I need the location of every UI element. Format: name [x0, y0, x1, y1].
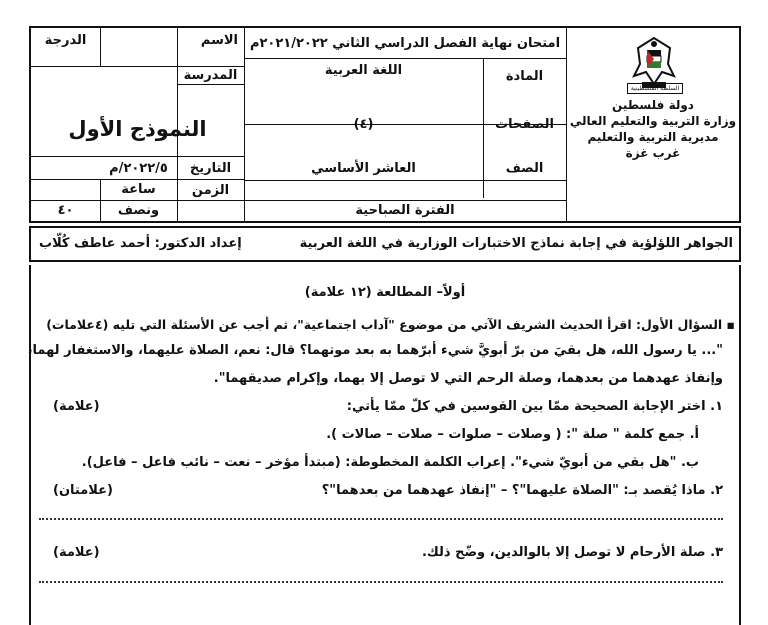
date-value: ٢٠٢٢/٥/م [109, 160, 168, 176]
time-value-line1: ساعة [121, 181, 156, 197]
question-1-intro: ▪ السؤال الأول: اقرأ الحديث الشريف الآتي من موضوع "آداب اجتماعية"، ثم أجب عن الأسئلة التي تليه (٤علامات) [46, 317, 735, 332]
exam-header-table [29, 26, 741, 223]
question-1-item-2: ٢. ماذا يُقصد بـ: "الصلاة عليهما"؟ – "إنفاذ عهدهما من بعدهما"؟ [321, 483, 723, 498]
pages-label: الصفحات [495, 116, 554, 132]
authority-line: دولة فلسطين [612, 98, 694, 112]
period-value: الفترة الصباحية [355, 203, 455, 218]
palestinian-emblem-icon [630, 34, 678, 90]
time-label: الزمن [191, 182, 230, 198]
mark-label: (علامتان) [53, 483, 113, 498]
subject-label: المادة [505, 68, 544, 84]
section-title: أولاً– المطالعة (١٢ علامة) [304, 285, 466, 300]
question-1-item-1b: ب. "هل بقي من أبويّ شيء". إعراب الكلمة المخطوطة: (مبتدأ مؤخر – نعت – نائب فاعل – فاعل). [81, 455, 699, 470]
pages-value: (٤) [353, 116, 374, 132]
class-label: الصف [505, 160, 544, 176]
mark-label: (علامة) [53, 399, 100, 414]
title-banner [29, 226, 741, 262]
authority-line: وزارة التربية والتعليم العالي [569, 114, 737, 128]
hadith-line-2: وإنفاذ عهدهما من بعدهما، وصلة الرحم التي لا توصل إلا بهما، وإكرام صديقهما". [213, 371, 723, 386]
divider [100, 28, 101, 66]
question-1-item-1: ١. اختر الإجابة الصحيحة ممّا بين القوسين في كلّ ممّا يأتي: [346, 399, 723, 414]
banner-author: إعداد الدكتور: أحمد عاطف كُلّاب [39, 236, 242, 251]
subject-value: اللغة العربية [324, 62, 403, 78]
authority-block [567, 28, 739, 221]
logo-caption: السلطة الفلسطينية [627, 83, 683, 94]
time-value-line2: ونصف [117, 203, 160, 218]
answer-line[interactable] [39, 581, 723, 583]
grade-label: الدرجة [44, 32, 87, 48]
date-label: التاريخ [189, 160, 232, 176]
model-title: النموذج الأول [68, 117, 207, 141]
answer-line[interactable] [39, 518, 723, 520]
question-1-item-3: ٣. صلة الأرحام لا توصل إلا بالوالدين، وضّح ذلك. [421, 545, 723, 560]
name-label: الاسم [200, 32, 238, 48]
hadith-line-1: "... يا رسول الله، هل بقيَ من برّ أبويَّ شيء أبرّهما به بعد موتهما؟ قال: نعم، الصلاة عليهما، والاستغفار لهما، [27, 343, 723, 358]
school-label: المدرسة [183, 67, 238, 83]
exam-title: امتحان نهاية الفصل الدراسي الثاني ٢٠٢١/٢٠٢٢م [249, 35, 561, 51]
mark-label: (علامة) [53, 545, 100, 560]
class-value: العاشر الأساسي [311, 160, 416, 176]
question-1-item-1a: أ. جمع كلمة " صلة ": ( وصلات – صلوات – صلات – صالات ). [326, 427, 699, 442]
authority-line: مديرية التربية والتعليم [587, 130, 719, 144]
exam-body [29, 265, 741, 625]
authority-line: غرب غزة [625, 146, 681, 160]
divider [244, 180, 566, 181]
divider [31, 156, 244, 157]
score-value: ٤٠ [57, 203, 74, 218]
divider [177, 84, 244, 85]
banner-title: الجواهر اللؤلؤية في إجابة نماذج الاختبارات الوزارية في اللغة العربية [299, 236, 733, 251]
